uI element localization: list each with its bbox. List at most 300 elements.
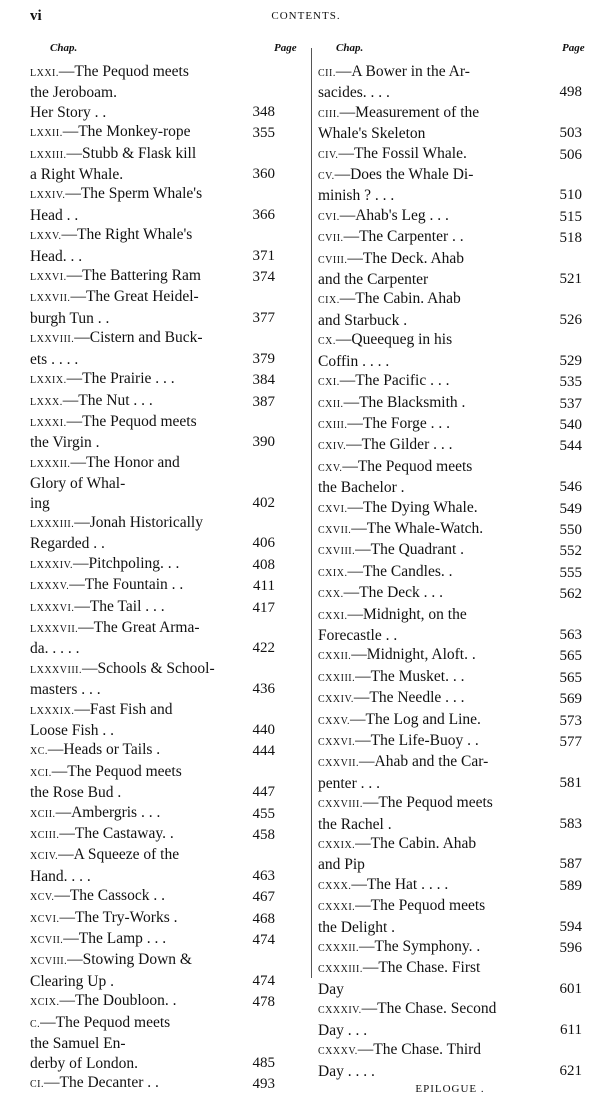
- toc-entry-line: [318, 875, 582, 896]
- toc-entry-line: [318, 62, 582, 83]
- chapter-number: CXXIX.: [318, 840, 356, 852]
- chapter-title-text: Day: [318, 980, 344, 998]
- chapter-title-text: —The Quadrant .: [355, 541, 465, 559]
- toc-entry: [318, 249, 582, 290]
- toc-entry-line: [30, 494, 275, 513]
- page-ref: 515: [559, 208, 582, 225]
- toc-entry-line: [30, 122, 275, 143]
- page-ref: 537: [559, 395, 582, 412]
- page-ref: 493: [252, 1075, 275, 1092]
- chapter-title-text: —Pitchpoling. . .: [73, 554, 180, 572]
- chapter-title-text: —The Pequod meets: [40, 1013, 171, 1031]
- toc-entry-line: [318, 980, 582, 999]
- chapter-title-text: Day . . .: [318, 1021, 368, 1039]
- chapter-title-text: —The Chase. Third: [357, 1041, 482, 1059]
- toc-entry-line: [30, 412, 275, 433]
- chapter-number: CI.: [30, 1078, 44, 1090]
- chapter-title-text: the Rachel .: [318, 815, 392, 833]
- toc-entry-line: [30, 225, 275, 246]
- toc-entry: [318, 289, 582, 330]
- chapter-number: CXXV.: [318, 715, 351, 727]
- page-ref: 540: [559, 416, 582, 433]
- toc-entry-line: [318, 774, 582, 793]
- chapter-title-text: —Schools & School-: [82, 659, 215, 677]
- chapter-number: CXXIV.: [318, 694, 354, 706]
- chapter-title-text: Forecastle . .: [318, 626, 398, 644]
- chapter-title-text: —The Pequod meets: [355, 897, 486, 915]
- chapter-number: CXXXII.: [318, 943, 359, 955]
- chapter-title-text: —The Deck . . .: [343, 584, 444, 602]
- toc-entry-line: [318, 227, 582, 248]
- page-ref: 573: [559, 712, 582, 729]
- page-ref: 544: [559, 438, 582, 455]
- chapter-title-text: a Right Whale.: [30, 166, 124, 184]
- page-ref: 447: [252, 784, 275, 801]
- toc-entry-line: [30, 886, 275, 907]
- toc-entry-line: [30, 453, 275, 474]
- toc-entry: [318, 958, 582, 999]
- page-ref: 485: [252, 1054, 275, 1071]
- chapter-number: XCIII.: [30, 830, 60, 842]
- chapter-number: LXXXIII.: [30, 518, 75, 530]
- toc-entry-line: [318, 186, 582, 205]
- toc-entry-line: [30, 287, 275, 308]
- chapter-number: XC.: [30, 746, 48, 758]
- toc-entry: [318, 103, 582, 144]
- chapter-number: C.: [30, 1018, 41, 1030]
- chapter-title-text: —Cistern and Buck-: [74, 329, 203, 347]
- chapter-number: CXXX.: [318, 880, 352, 892]
- toc-entry: [30, 991, 275, 1012]
- toc-entry-line: [30, 1034, 275, 1053]
- toc-entry-line: [318, 478, 582, 497]
- toc-entry: [318, 435, 582, 456]
- toc-entry: [30, 575, 275, 596]
- toc-entry-line: [30, 597, 275, 618]
- toc-entry: [318, 414, 582, 435]
- toc-entry-line: [30, 783, 275, 802]
- toc-entry: [318, 896, 582, 937]
- chapter-number: CII.: [318, 68, 336, 79]
- page-ref: 377: [252, 309, 275, 326]
- toc-entry-line: [318, 435, 582, 456]
- toc-entry-line: [318, 667, 582, 688]
- toc-entry: [30, 453, 275, 513]
- toc-entry: [30, 144, 275, 185]
- right-chap-label: Chap.: [336, 42, 364, 54]
- toc-entry: [30, 700, 275, 741]
- epilogue-entry: EPILOGUE .: [415, 1082, 485, 1095]
- chapter-number: XCVII.: [30, 935, 64, 947]
- page-ref: 390: [252, 434, 275, 451]
- chapter-title-text: da. . . . .: [30, 640, 80, 658]
- toc-entry-line: [30, 206, 275, 225]
- toc-entry-line: [30, 554, 275, 575]
- chapter-title-text: Whale's Skeleton: [318, 125, 426, 143]
- page-ref: 562: [559, 586, 582, 603]
- chapter-number: CXXXI.: [318, 902, 356, 914]
- chapter-number: CXV.: [318, 462, 343, 474]
- toc-entry-line: [318, 289, 582, 310]
- chapter-number: CIX.: [318, 295, 340, 307]
- toc-entry-line: [30, 1073, 275, 1094]
- toc-entry: [318, 393, 582, 414]
- chapter-number: CXX.: [318, 589, 344, 601]
- toc-entry-line: [30, 639, 275, 658]
- toc-entry: [30, 929, 275, 950]
- chapter-number: CVII.: [318, 233, 344, 245]
- toc-entry-line: [30, 845, 275, 866]
- toc-entry: [30, 1013, 275, 1073]
- toc-entry: [30, 369, 275, 390]
- chapter-number: LXXXII.: [30, 458, 71, 470]
- chapter-number: CVIII.: [318, 254, 348, 266]
- chapter-title-text: —The Symphony. .: [359, 938, 481, 956]
- toc-entry-line: [30, 700, 275, 721]
- column-divider: [311, 48, 312, 978]
- chapter-title-text: —The Cassock . .: [54, 887, 165, 905]
- chapter-title-text: derby of London.: [30, 1054, 139, 1072]
- chapter-title-text: —The Nut . . .: [62, 391, 153, 409]
- page-ref: 611: [560, 1021, 582, 1038]
- toc-entry-line: [318, 958, 582, 979]
- toc-entry-line: [318, 519, 582, 540]
- toc-entry-line: [318, 562, 582, 583]
- toc-entry-line: [318, 937, 582, 958]
- toc-entry-line: [318, 103, 582, 124]
- toc-entry: [30, 824, 275, 845]
- page-ref: 455: [252, 805, 275, 822]
- toc-entry-line: [30, 391, 275, 412]
- toc-entry: [318, 731, 582, 752]
- chapter-number: CV.: [318, 171, 335, 183]
- toc-entry-line: [30, 575, 275, 596]
- chapter-title-text: ing: [30, 494, 50, 512]
- chapter-number: LXXVII.: [30, 293, 71, 305]
- chapter-number: CXIX.: [318, 567, 348, 579]
- toc-entry: [318, 752, 582, 793]
- left-page-label: Page: [274, 42, 297, 54]
- chapter-number: CXXVIII.: [318, 799, 363, 811]
- toc-entry-line: [318, 1021, 582, 1040]
- page-ref: 569: [559, 691, 582, 708]
- page-ref: 384: [252, 372, 275, 389]
- chapter-title-text: —The Cabin. Ahab: [339, 290, 461, 308]
- chapter-title-text: —A Bower in the Ar-: [335, 63, 470, 80]
- toc-entry: [318, 834, 582, 875]
- toc-entry: [30, 886, 275, 907]
- chapter-title-text: —Fast Fish and: [74, 700, 173, 718]
- toc-entry-line: [30, 803, 275, 824]
- chapter-title-text: the Rose Bud .: [30, 784, 122, 802]
- chapter-title-text: —Ambergris . . .: [55, 803, 161, 821]
- toc-entry: [318, 165, 582, 206]
- toc-entry-line: [318, 457, 582, 478]
- toc-entry: [30, 618, 275, 659]
- page-ref: 478: [252, 994, 275, 1011]
- toc-entry: [318, 519, 582, 540]
- toc-entry-line: [318, 645, 582, 666]
- chapter-number: CXXVII.: [318, 758, 359, 770]
- toc-entry: [318, 562, 582, 583]
- toc-entry-line: [30, 266, 275, 287]
- page-ref: 422: [252, 640, 275, 657]
- chapter-title-text: —Stubb & Flask kill: [66, 144, 197, 162]
- page-ref: 474: [252, 932, 275, 949]
- toc-entry-line: [318, 330, 582, 351]
- toc-entry-line: [30, 62, 275, 83]
- toc-entry-line: [318, 731, 582, 752]
- chapter-title-text: and the Carpenter: [318, 271, 429, 289]
- toc-entry: [318, 583, 582, 604]
- toc-entry-line: [318, 855, 582, 874]
- chapter-title-text: —The Hat . . . .: [351, 875, 449, 893]
- chapter-number: CXXXIII.: [318, 964, 363, 976]
- chapter-title-text: —The Great Heidel-: [70, 288, 199, 306]
- chapter-title-text: —The Prairie . . .: [66, 370, 175, 388]
- toc-entry: [318, 875, 582, 896]
- toc-entry-line: [30, 474, 275, 493]
- page-ref: 555: [559, 564, 582, 581]
- chapter-title-text: —The Monkey-rope: [62, 123, 191, 141]
- chapter-title-text: —The Cabin. Ahab: [355, 835, 477, 853]
- toc-entry-line: [30, 433, 275, 452]
- toc-entry: [30, 328, 275, 369]
- chapter-title-text: and Starbuck .: [318, 311, 408, 329]
- chapter-title-text: Regarded . .: [30, 535, 105, 553]
- toc-entry: [30, 266, 275, 287]
- toc-entry-line: [30, 309, 275, 328]
- toc-entry: [30, 225, 275, 266]
- toc-entry-line: [318, 124, 582, 143]
- toc-entry: [318, 371, 582, 392]
- toc-entry: [30, 908, 275, 929]
- toc-entry: [30, 554, 275, 575]
- chapter-title-text: Loose Fish . .: [30, 722, 114, 739]
- page-ref: 458: [252, 827, 275, 844]
- toc-entry-line: [318, 270, 582, 289]
- toc-entry-line: [318, 793, 582, 814]
- page-ref: 411: [253, 578, 275, 595]
- toc-entry-line: [318, 83, 582, 102]
- toc-entry-line: [30, 991, 275, 1012]
- chapter-number: CIII.: [318, 108, 340, 120]
- toc-entry-line: [30, 618, 275, 639]
- page-ref: 589: [559, 877, 582, 894]
- chapter-title-text: —Measurement of the: [339, 103, 480, 121]
- page-ref: 498: [559, 84, 582, 101]
- chapter-title-text: —Jonah Historically: [74, 513, 203, 531]
- chapter-number: CXXXIV.: [318, 1005, 362, 1017]
- chapter-title-text: the Bachelor .: [318, 479, 405, 497]
- chapter-title-text: the Delight .: [318, 918, 396, 936]
- toc-entry-line: [30, 184, 275, 205]
- toc-entry: [318, 710, 582, 731]
- chapter-number: LXXII.: [30, 128, 63, 140]
- toc-entry-line: [318, 626, 582, 645]
- chapter-title-text: —Stowing Down &: [67, 951, 192, 969]
- toc-entry-line: [318, 414, 582, 435]
- chapter-number: LXXXVIII.: [30, 664, 82, 676]
- chapter-title-text: masters . . .: [30, 681, 101, 699]
- toc-entry: [318, 1040, 582, 1081]
- chapter-title-text: Clearing Up .: [30, 972, 114, 990]
- page-ref: 565: [559, 669, 582, 686]
- chapter-number: CXII.: [318, 398, 344, 410]
- page-ref: 587: [559, 856, 582, 873]
- toc-entry-line: [318, 1040, 582, 1061]
- page-ref: 621: [559, 1062, 582, 1079]
- toc-entry-line: [30, 350, 275, 369]
- toc-entry-line: [30, 929, 275, 950]
- chapter-number: CXIII.: [318, 419, 348, 431]
- toc-entry-line: [30, 867, 275, 886]
- toc-entry: [318, 793, 582, 834]
- page-ref: 468: [252, 910, 275, 927]
- toc-entry-line: [30, 721, 275, 740]
- page-ref: 371: [252, 247, 275, 264]
- chapter-title-text: burgh Tun . .: [30, 309, 110, 327]
- page-ref: 546: [559, 479, 582, 496]
- page-ref: 596: [559, 940, 582, 957]
- chapter-title-text: minish ? . . .: [318, 187, 395, 205]
- chapter-number: CXVIII.: [318, 546, 356, 558]
- chapter-title-text: —The Whale-Watch.: [351, 519, 484, 537]
- toc-entry: [318, 688, 582, 709]
- page-ref: 552: [559, 543, 582, 560]
- toc-entry-line: [318, 1062, 582, 1081]
- toc-entry-line: [30, 908, 275, 929]
- chapter-title-text: —The Gilder . . .: [346, 436, 453, 454]
- chapter-title-text: —Heads or Tails .: [47, 741, 161, 759]
- toc-entry: [318, 206, 582, 227]
- chapter-title-text: —The Life-Buoy . .: [355, 732, 479, 749]
- chapter-number: XCVI.: [30, 913, 60, 925]
- toc-entry-line: [318, 144, 582, 165]
- page-ref: 565: [559, 648, 582, 665]
- chapter-title-text: —The Musket. . .: [355, 667, 465, 685]
- toc-entry-line: [318, 583, 582, 604]
- page-ref: 583: [559, 815, 582, 832]
- toc-entry: [30, 1073, 275, 1094]
- toc-entry-line: [30, 165, 275, 184]
- chapter-title-text: —The Lamp . . .: [63, 930, 167, 948]
- toc-entry: [30, 740, 275, 761]
- toc-entry: [30, 803, 275, 824]
- page-ref: 360: [252, 166, 275, 183]
- chapter-title-text: Her Story . .: [30, 103, 107, 121]
- toc-entry: [30, 597, 275, 618]
- toc-entry-line: [30, 534, 275, 553]
- toc-entry-line: [30, 824, 275, 845]
- toc-entry: [318, 937, 582, 958]
- toc-entry-line: [318, 249, 582, 270]
- chapter-title-text: the Jeroboam.: [30, 84, 117, 102]
- page-ref: 581: [559, 774, 582, 791]
- toc-entry: [318, 605, 582, 646]
- toc-entry-line: [30, 740, 275, 761]
- toc-entry-line: [30, 328, 275, 349]
- page-ref: 601: [559, 980, 582, 997]
- toc-entry-line: [318, 371, 582, 392]
- toc-entry-line: [318, 165, 582, 186]
- chapter-title-text: and Pip: [318, 856, 365, 874]
- toc-entry: [30, 122, 275, 143]
- left-chap-label: Chap.: [50, 42, 78, 54]
- chapter-number: CXVII.: [318, 524, 352, 536]
- page-ref: 577: [559, 734, 582, 750]
- chapter-title-text: —The Pequod meets: [58, 63, 189, 80]
- page-ref: 463: [252, 867, 275, 884]
- toc-entry-line: [30, 1013, 275, 1034]
- toc-entry: [318, 667, 582, 688]
- toc-entry-line: [30, 680, 275, 699]
- chapter-title-text: —The Fountain . .: [69, 576, 184, 594]
- chapter-title-text: —The Pequod meets: [51, 762, 182, 780]
- chapter-title-text: —The Doubloon. .: [59, 992, 177, 1010]
- toc-entry-line: [30, 1054, 275, 1073]
- chapter-title-text: —The Needle . . .: [353, 689, 465, 707]
- page-ref: 529: [559, 352, 582, 369]
- chapter-title-text: Hand. . . .: [30, 867, 91, 885]
- chapter-title-text: —Midnight, on the: [347, 605, 467, 623]
- toc-entry: [318, 540, 582, 561]
- chapter-number: CXVI.: [318, 503, 348, 515]
- toc-entry-line: [318, 918, 582, 937]
- chapter-number: CXXIII.: [318, 672, 356, 684]
- chapter-number: LXXXVI.: [30, 602, 75, 614]
- chapter-title-text: —The Right Whale's: [61, 226, 193, 244]
- page-ref: 467: [252, 889, 275, 906]
- toc-entry-line: [30, 659, 275, 680]
- page-ref: 535: [559, 374, 582, 391]
- chapter-title-text: Head . .: [30, 206, 79, 224]
- chapter-title-text: Head. . .: [30, 247, 83, 265]
- toc-entry-line: [318, 605, 582, 626]
- chapter-title-text: —Queequeg in his: [335, 331, 453, 349]
- toc-entry-line: [318, 311, 582, 330]
- chapter-title-text: —The Fossil Whale.: [338, 144, 467, 162]
- page-ref: 366: [252, 206, 275, 223]
- toc-entry: [30, 659, 275, 700]
- chapter-number: XCV.: [30, 892, 55, 904]
- toc-entry-line: [30, 83, 275, 102]
- toc-entry-line: [30, 762, 275, 783]
- right-column: [318, 62, 582, 1095]
- page-ref: 550: [559, 521, 582, 538]
- chapter-number: CXXXV.: [318, 1046, 358, 1058]
- chapter-title-text: —The Sperm Whale's: [65, 185, 203, 203]
- page-ref: 408: [252, 556, 275, 573]
- chapter-title-text: —The Castaway. .: [59, 825, 174, 843]
- page-number: vi: [30, 8, 42, 24]
- toc-entry: [318, 999, 582, 1040]
- chapter-title-text: —The Pequod meets: [66, 412, 197, 430]
- right-page-label: Page: [562, 42, 585, 54]
- chapter-number: CXXVI.: [318, 737, 356, 748]
- page-ref: 474: [252, 972, 275, 989]
- toc-entry: [30, 845, 275, 886]
- chapter-title-text: —The Battering Ram: [66, 267, 201, 285]
- page-ref: 563: [559, 626, 582, 643]
- page-ref: 406: [252, 535, 275, 552]
- page-ref: 503: [559, 125, 582, 142]
- page-ref: 440: [252, 722, 275, 738]
- chapter-title-text: —The Pequod meets: [362, 794, 493, 812]
- left-column: [30, 62, 275, 1094]
- chapter-title-text: —The Great Arma-: [78, 618, 200, 636]
- chapter-title-text: Glory of Whal-: [30, 475, 126, 493]
